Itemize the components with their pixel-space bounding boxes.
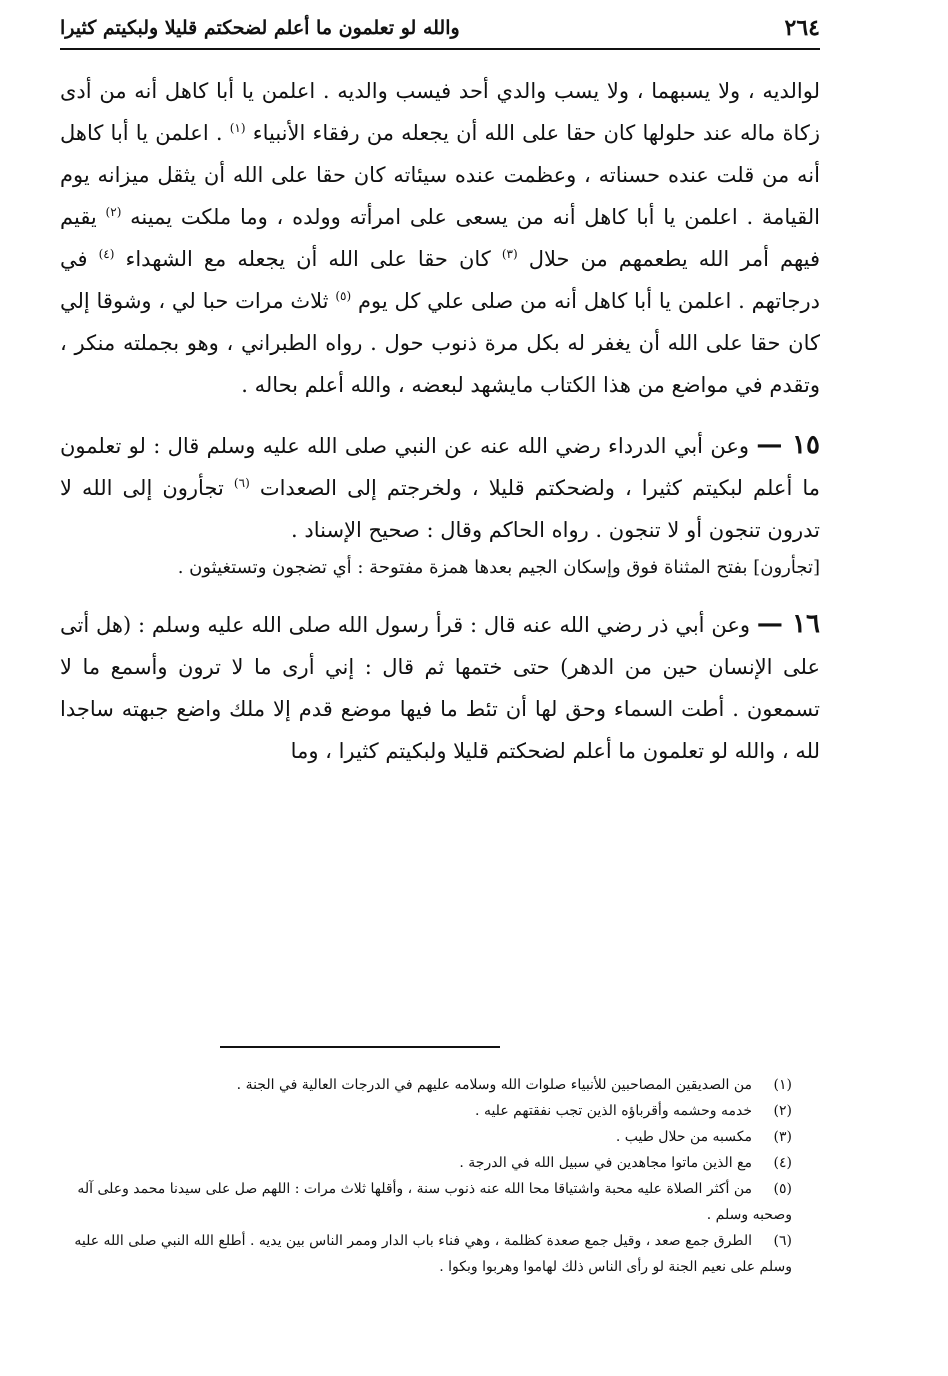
main-text <box>60 70 820 772</box>
text-segment: في درجاتهم . اعلمن يا أبا كاهل أنه من صلى علي كل يوم <box>60 247 820 313</box>
footnote-text: من أكثر الصلاة عليه محبة واشتياقا محا الله عنه ذنوب سنة ، وأقلها ثلاث مرات : اللهم صل على سيدنا محمد وعلى آله وصحبه وسلم . <box>77 1181 792 1223</box>
footnote-separator <box>220 1046 500 1048</box>
footnotes <box>60 1072 820 1280</box>
hadith-16 <box>60 603 820 772</box>
hadith-15 <box>60 424 820 551</box>
footnote-number: (٤) <box>773 1155 792 1171</box>
footnote-number: (٦) <box>773 1233 792 1249</box>
running-title: والله لو تعلمون ما أعلم لضحكتم قليلا ولبكيتم كثيرا <box>60 17 460 39</box>
footnote-text: مكسبه من حلال طيب . <box>615 1129 752 1145</box>
footnote <box>60 1150 820 1176</box>
footnote-text: الطرق جمع صعد ، وقيل جمع صعدة كظلمة ، وهي فناء باب الدار وممر الناس بين يديه . أطلع الله النبي صلى الله عليه وسلم على نعيم الجنة لو رأى الناس ذلك لهاموا وهربوا وبكوا . <box>74 1233 792 1275</box>
hadith-number: ١٥ — <box>756 430 820 460</box>
footnote <box>60 1124 820 1150</box>
footnote-ref[interactable]: (١) <box>229 121 246 135</box>
text-segment: وعن أبي الدرداء رضي الله عنه عن النبي صلى الله عليه وسلم قال : لو تعلمون ما أعلم لبكيتم كثيرا ، ولضحكتم قليلا ، ولخرجتم إلى الصعدات <box>60 434 820 500</box>
footnote-ref[interactable]: (٦) <box>233 476 250 490</box>
footnote-text: خدمه وحشمه وأقرباؤه الذين تجب نفقتهم عليه . <box>475 1103 752 1119</box>
text-segment: تجأرون إلى الله لا تدرون تنجون أو لا تنجون . رواه الحاكم وقال : صحيح الإسناد . <box>60 476 820 542</box>
text-segment: كان حقا على الله أن يجعله مع الشهداء <box>125 247 491 271</box>
footnote-number: (٣) <box>773 1129 792 1145</box>
text-segment: ثلاث مرات حبا لي ، وشوقا إلي كان حقا على الله أن يغفر له بكل مرة ذنوب حول . رواه الطبراني ، وهو بجملته منكر ، وتقدم في مواضع من هذا الكتاب مايشهد لبعضه ، والله أعلم بحاله . <box>60 289 820 397</box>
footnote-text: من الصديقين المصاحبين للأنبياء صلوات الله وسلامه عليهم في الدرجات العالية في الجنة . <box>236 1077 752 1093</box>
footnote-ref[interactable]: (٢) <box>105 205 122 219</box>
paragraph-continuation <box>60 70 820 406</box>
footnote-text: مع الذين ماتوا مجاهدين في سبيل الله في الدرجة . <box>459 1155 752 1171</box>
header-rule <box>60 48 820 50</box>
footnote <box>60 1072 820 1098</box>
text-segment: . اعلمن يا أبا كاهل أنه من قلت عنده حسناته ، وعظمت عنده سيئاته كان حقا على الله أن يثقل ميزانه يوم القيامة . اعلمن يا أبا كاهل أنه من يسعى على امرأته وولده ، وما ملكت يمينه <box>60 121 820 229</box>
hadith-number: ١٦ — <box>756 609 820 639</box>
text-segment: يقيم فيهم أمر الله يطعمهم من حلال <box>60 205 821 271</box>
footnote-ref[interactable]: (٣) <box>501 247 518 261</box>
text-segment: لوالديه ، ولا يسبهما ، ولا يسب والدي أحد فيسب والديه . اعلمن يا أبا كاهل أنه من أدى زكاة ماله عند حلولها كان حقا على الله أن يجعله من رفقاء الأنبياء <box>60 79 821 145</box>
gloss-note: [تجأرون] بفتح المثناة فوق وإسكان الجيم بعدها همزة مفتوحة : أي تضجون وتستغيثون . <box>177 557 820 578</box>
footnote <box>60 1098 820 1124</box>
page-header <box>60 10 820 46</box>
footnote-number: (٢) <box>773 1103 792 1119</box>
footnote <box>60 1228 820 1280</box>
page-number: ٢٦٤ <box>784 15 820 41</box>
footnote-number: (١) <box>773 1077 792 1093</box>
footnote-ref[interactable]: (٤) <box>98 247 115 261</box>
text-segment: وعن أبي ذر رضي الله عنه قال : قرأ رسول الله صلى الله عليه وسلم : (هل أتى على الإنسان حين من الدهر) حتى ختمها ثم قال : إني أرى ما لا ترون وأسمع ما لا تسمعون . أطت السماء وحق لها أن تئط ما فيها موضع قدم إلا ملك واضع جبهته ساجدا لله ، والله لو تعلمون ما أعلم لضحكتم قليلا ولبكيتم كثيرا ، وما <box>60 613 820 763</box>
footnote <box>60 1176 820 1228</box>
footnote-ref[interactable]: (٥) <box>335 289 352 303</box>
footnote-number: (٥) <box>773 1181 792 1197</box>
